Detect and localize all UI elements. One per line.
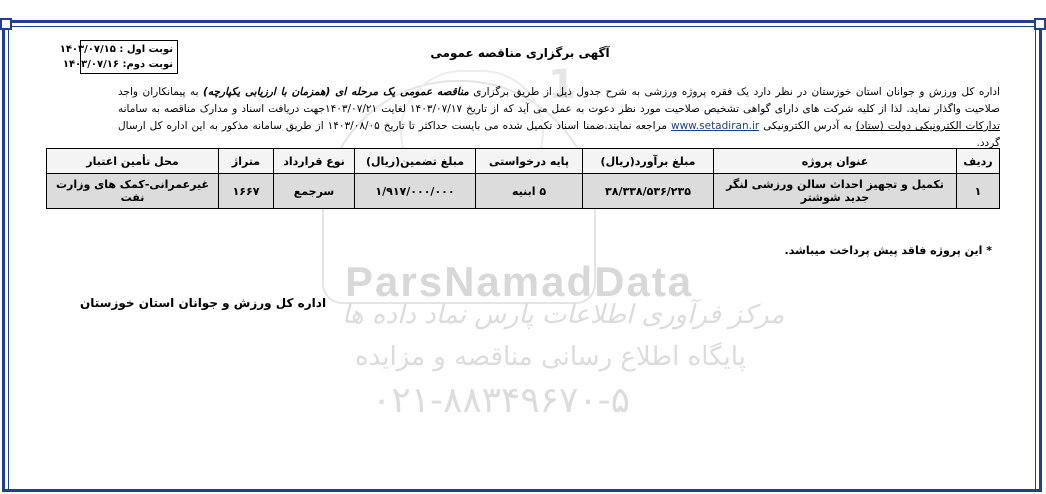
col-header-guarantee: مبلغ تضمین(ریال) <box>355 149 476 174</box>
watermark-line-1: مرکز فرآوری اطلاعات پارس نماد داده ها <box>342 300 785 330</box>
table-row <box>47 174 1000 209</box>
intro-bold-text: مناقصه عمومی یک مرحله ای (همزمان با ارزیابی یکپارچه) <box>203 86 469 98</box>
cell-funding-source: غیرعمرانی-کمک های وزارت نفت <box>47 174 219 209</box>
first-date-row <box>59 42 173 57</box>
setad-link[interactable]: www.setadiran.ir <box>671 120 760 132</box>
first-date-label: نوبت اول : <box>119 44 173 55</box>
cell-grade: ۵ ابنیه <box>476 174 583 209</box>
frame-corner-ornament <box>1034 18 1046 30</box>
cell-estimate: ۳۸/۳۳۸/۵۳۶/۲۳۵ <box>583 174 714 209</box>
col-header-contract-type: نوع قرارداد <box>274 149 355 174</box>
cell-area: ۱۶۶۷ <box>219 174 274 209</box>
col-header-grade: پایه درخواستی <box>476 149 583 174</box>
first-date-value: ۱۴۰۳/۰۷/۱۵ <box>59 44 116 55</box>
frame-corner-ornament <box>0 18 12 30</box>
issuer-signature: اداره کل ورزش و جوانان استان خوزستان <box>80 296 327 310</box>
intro-text-2: به پیمانکاران واجد صلاحیت واگذار نماید. لذا از کلیه شرکت های دارای گواهی تشخیص صلاحیت مورد نظر دعوت به عمل می آید که از تاریخ ۱۴۰۳/۰۷/۱۷ لغایت ۱۴۰۳/۰۷/۲۱جهت دریافت اسناد و مدارک مناقصه به سامانه <box>118 86 1000 115</box>
intro-paragraph <box>118 84 1000 152</box>
col-header-estimate: مبلغ برآورد(ریال) <box>583 149 714 174</box>
col-header-project-title: عنوان پروژه <box>714 149 957 174</box>
watermark-line-2: پایگاه اطلاع رسانی مناقصه و مزایده <box>355 342 746 372</box>
setad-system-name: تدارکات الکترونیکی دولت (ستاد) <box>855 120 1001 132</box>
intro-text-4: مراجعه نمایند.ضمنا اسناد تکمیل شده می بایست حداکثر تا تاریخ ۱۴۰۳/۰۸/۰۵ از طریق سامانه مذکور به این اداره کل ارسال گردد. <box>118 120 1000 149</box>
tender-table <box>46 148 1000 209</box>
prepayment-note: * این پروژه فاقد پیش پرداخت میباشد. <box>784 244 992 257</box>
col-header-funding-source: محل تأمین اعتبار <box>47 149 219 174</box>
watermark-number: 1 <box>548 62 576 108</box>
cell-project-title: تکمیل و تجهیز احداث سالن ورزشی لنگر جدید شوشتر <box>714 174 957 209</box>
cell-row-number: ۱ <box>957 174 1000 209</box>
col-header-row-number: ردیف <box>957 149 1000 174</box>
table-header-row <box>47 149 1000 174</box>
cell-contract-type: سرجمع <box>274 174 355 209</box>
intro-text-1: اداره کل ورزش و جوانان استان خوزستان در نظر دارد یک فقره پروژه ورزشی به شرح جدول ذیل از طریق برگزاری <box>473 86 1001 98</box>
watermark-brand: ParsNamadData <box>345 258 694 305</box>
watermark-phone: ۰۲۱-۸۸۳۴۹۶۷۰-۵ <box>372 380 631 421</box>
second-date-row <box>62 57 173 72</box>
col-header-area: متراژ <box>219 149 274 174</box>
intro-text-3: به آدرس الکترونیکی <box>763 120 852 132</box>
page-title: آگهی برگزاری مناقصه عمومی <box>430 46 610 60</box>
cell-guarantee: ۱/۹۱۷/۰۰۰/۰۰۰ <box>355 174 476 209</box>
publication-dates-box <box>59 40 178 74</box>
second-date-value: ۱۴۰۳/۰۷/۱۶ <box>62 59 119 70</box>
second-date-label: نوبت دوم: <box>122 59 173 70</box>
